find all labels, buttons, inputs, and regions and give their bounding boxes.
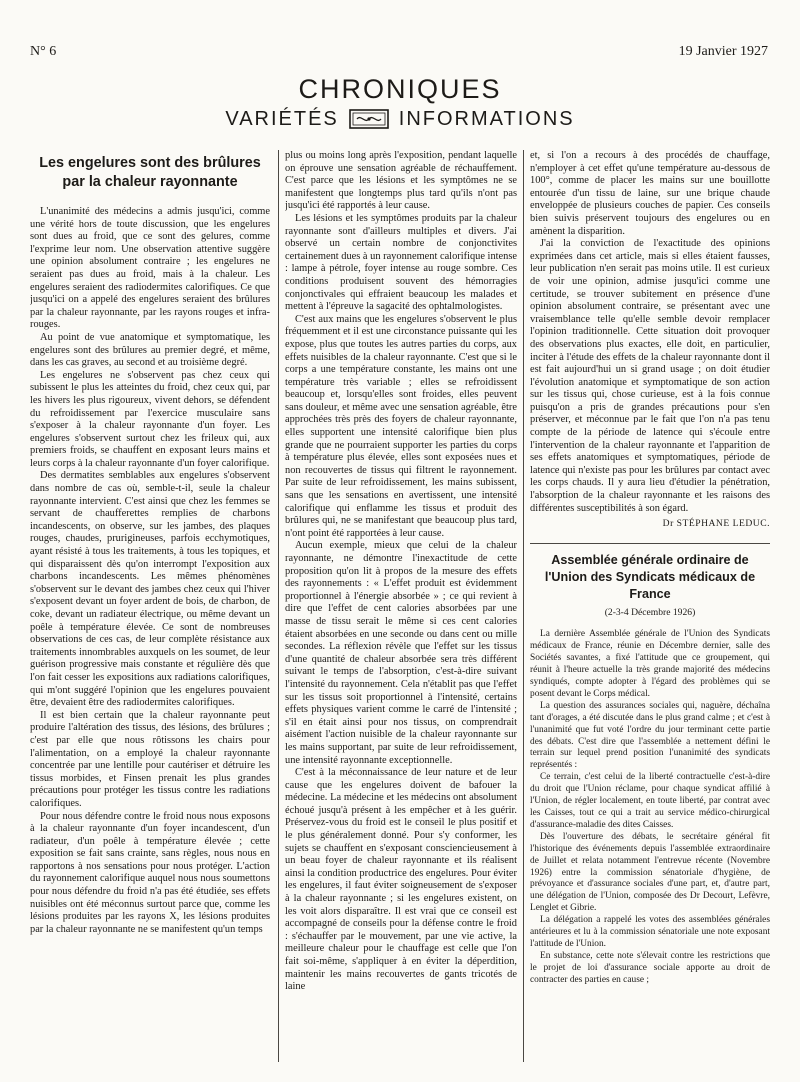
paragraph: Aucun exemple, mieux que celui de la chaleur rayonnante, ne démontre l'inexactitude de cette proposition qu'on lit à propos de la mesure des effets des rayonnements : « L'effet produit est évidemment proportionnel à l'énergie absorbée » ; ce qui revient à dire que l'effet de cent calories absorbées par une masse de tissu serait le même si ces cent calories étaient absorbées en une seconde ou dans cent ou mille secondes. La réflexion révèle que l'effet sur les tissus d'une quantité de chaleur absorbée sera très différent suivant le temps de l'absorption, c'est-à-dire suivant l'intensité du rayonnement. Cela n'établit pas que l'effet sur les tissus soit proportionnel à l'intensité, certains effets physiques varient comme le carré de l'intensité ; s'il en était ainsi pour nos tissus, on comprendrait aisément l'action nuisible de la chaleur rayonnante sur les mains supportant, par suite de leur refroidissement, une intensité rayonnante exceptionnelle. [285, 540, 517, 766]
column-divider [523, 150, 524, 1062]
column-divider [278, 150, 279, 1062]
author-signature: Dr STÉPHANE LEDUC. [662, 518, 770, 530]
paragraph: C'est aux mains que les engelures s'observent le plus fréquemment et il est une circonstance puissante qui les expose, plus que toutes les autres parties du corps, aux effets nuisibles de la chaleur rayonnante. C'est que si le corps a une température constante, les mains ont une température très variable ; elles se refroidissent beaucoup et, lorsqu'elles sont froides, elles peuvent sans douleur, et même avec une sensation agréable, être approchées très près des foyers de chaleur rayonnante, elles supportent une intensité calorifique bien plus grande que ne pourraient supporter les parties du corps à température plus élevée, elles sont exposées nues et non recouvertes de tissus qui filtrent le rayonnement. Par suite de leur refroidissement, les mains subissent, sans que les sensations en avertissent, une intensité calorifique qui enflamme les tissus et produit des brûlures qui, ne se manifestant que beaucoup plus tard, n'ont point été rapportées à leur cause. [285, 313, 517, 539]
article-title-assemblee: Assemblée générale ordinaire de l'Union des Syndicats médicaux de France [544, 552, 756, 601]
paragraph: La question des assurances sociales qui, naguère, déchaîna tant d'orages, a été discutée dans le plus grand calme ; et c'est à l'unanimité que fut voté l'ordre du jour terminant cette partie des débats. C'est dire que l'assemblée a nettement défini le terrain sur lequel prend position l'unanimité des syndicats représentés : [530, 700, 770, 771]
paragraph: J'ai la conviction de l'exactitude des opinions exprimées dans cet article, mais si elles étaient fausses, leur publication n'en serait pas moins utile. Il est curieux de voir une opinion, admise jusqu'ici comme une certitude, se trouver subitement en présence d'une opinion absolument contraire, se présentant avec une vraisemblance telle qu'elle semble devoir remplacer l'opinion traditionnelle. Cette situation doit provoquer des observations plus exactes, elle doit, en particulier, inciter à l'étude des effets de la chaleur rayonnante dont il est fait aujourd'hui un si grand usage ; on doit étudier l'évolution anatomique et symptomatique de son action sur les tissus qui, chose curieuse, est à la fois connue puisqu'on a pris de grandes précautions pour s'en préserver, et méconnue par le fait que l'on n'a pas tenu compte de la période de latence qui s'écoule entre l'intervention de la chaleur rayonnante et l'apparition de ses effets anatomiques et symptomatiques, période de latence qui n'existe pas pour les brûlures par contact avec les corps chauds. Il y aura lieu d'étudier la pénétration, l'absorption de la chaleur rayonnante et les raisons des différentes susceptibilités à son égard. [530, 238, 770, 514]
masthead-subtitle [0, 106, 800, 132]
article-dates: (2-3-4 Décembre 1926) [604, 606, 696, 618]
paragraph: Dès l'ouverture des débats, le secrétaire général fit l'historique des événements depuis l'assemblée extraordinaire de Juillet et relata notamment l'entrevue récente (Novembre 1926) entre la commission sénatoriale d'hygiène, de prévoyance et d'assurance sociales d'une part, et, d'autre part, une délégation de l'Union, composée des Dr Decourt, Lefèvre, Lenglet et Gibrie. [530, 831, 770, 914]
masthead-title: CHRONIQUES [298, 74, 502, 104]
article-body-assemblee [530, 629, 770, 986]
paragraph: En substance, cette note s'élevait contre les restrictions que le projet de loi d'assurance sociale apporte au droit de contracter des parties en cause ; [530, 950, 770, 985]
column-1 [30, 150, 270, 1062]
masthead-right-word: INFORMATIONS [398, 108, 575, 130]
ornamental-cartouche-icon [349, 109, 389, 129]
column-3 [530, 150, 770, 1062]
masthead-left-word: VARIÉTÉS [225, 108, 339, 130]
issue-number: N° 6 [30, 44, 57, 59]
paragraph: La dernière Assemblée générale de l'Union des Syndicats médicaux de France, réunie en Décembre dernier, salle des Sociétés savantes, a fixé l'attitude que ce groupement, qui réunit à l'heure actuelle la très grande majorité des médecins syndiqués, compte adopter à l'égard des problèmes qui se posent devant le Corps médical. [530, 629, 770, 699]
paragraph-continued: et, si l'on a recours à des procédés de chauffage, n'employer à cet effet qu'une température au-dessous de 100°, comme de placer les mains sur une bouillotte entourée d'un tissu de laine, sur une brique chaude enveloppée de plusieurs couches de papier. Ces conseils bien suivis préservent toujours des engelures ou en amènent la disparition. [530, 150, 770, 237]
paragraph-continued: plus ou moins long après l'exposition, pendant laquelle on éprouve une sensation agréable de réchauffement. C'est parce que les lésions et les symptômes ne se manifestent que longtemps plus tard qu'ils n'ont pas jusqu'ici été rapportés à leur cause. [285, 150, 517, 212]
column-2 [285, 150, 517, 1062]
paragraph: C'est à la méconnaissance de leur nature et de leur cause que les engelures doivent de bafouer la médecine. La médecine et les médecins ont absolument échoué jusqu'à présent à les empêcher et à les guérir. Préservez-vous du froid est le conseil le plus positif et le plus généralement donné. Pour s'y conformer, les sujets se chauffent en s'exposant consciencieusement à un beau foyer de chaleur rayonnante et ils réalisent ainsi la condition productrice des engelures. Pour éviter les engelures, il faut éviter soigneusement de s'exposer à la chaleur rayonnante ; si les engelures existent, on les voit alors disparaître. Il est vrai que ce conseil est accompagné de conseils pour la défense contre le froid : s'échauffer par le mouvement, par une vie active, la meilleure chaleur pour le chauffage est celle que l'on fait soi-même, s'appliquer à en éviter la déperdition, maintenir les mains recouvertes de gants tricotés de laine [285, 767, 517, 993]
masthead [0, 74, 800, 132]
paragraph: L'unanimité des médecins a admis jusqu'ici, comme une vérité hors de toute discussion, que les engelures sont dues au froid, que ce sont des gelures, comme l'exprime leur nom. Une observation attentive suggère une opinion absolument contraire ; les engelures ne seraient pas dues au froid, mais à la chaleur. Les engelures seraient des radiodermites calorifiques. Ce que jusqu'ici on a appelé des engelures seraient des brûlures par la chaleur rayonnante, par les rayons rouges et infra-rouges. [30, 206, 270, 331]
paragraph: Les engelures ne s'observent pas chez ceux qui subissent le plus les atteintes du froid, chez ceux qui, par les hivers les plus rigoureux, vivent dehors, se défendent du refroidissement par l'exercice musculaire sans s'exposer à la chaleur rayonnante d'un foyer. Les engelures s'observent surtout chez les frileux qui, aux premiers froids, se chauffent en exposant leurs mains et leurs corps à la chaleur rayonnante d'un foyer calorifique. [30, 369, 270, 469]
paragraph: Les lésions et les symptômes produits par la chaleur rayonnante sont d'ailleurs multiples et divers. J'ai observé un certain nombre de conjonctivites certainement dues à un rayonnement calorifique intense : lampe à pétrole, foyer intense au rouge sombre. Ces conditions produisent souvent des hémorragies conjonctivales qui effraient beaucoup les malades et mettent à l'épreuve la sagacité des ophtalmologistes. [285, 212, 517, 313]
paragraph: Des dermatites semblables aux engelures s'observent dans nombre de cas où, semble-t-il, seule la chaleur rayonnante intervient. C'est ainsi que chez les femmes se servant de chaufferettes remplies de charbons incandescents, on observe, sur les jambes, des plaques rouges, chaudes, prurigineuses, parfois ecchymotiques, ayant résisté à tous les traitements, à tous les topiques, et qui disparaissent dès qu'on interrompt l'exposition aux charbons incandescents. Les mêmes phénomènes s'observent sur le devant des jambes chez ceux qui l'hiver s'exposent devant un foyer ardent de bois, de charbon, de coke, devant un radiateur électrique, ou même devant un poêle à température élevée. Ce sont de nombreuses observations de ces cas, de leur complète résistance aux traitements innombrables auxquels on les soumet, de leur guérison progressive mais constante et régulière dès que l'on fait cesser les expositions aux radiations calorifiques, qui m'ont suggéré l'opinion que les engelures pouvaient être, devaient être des radiodermites calorifiques. [30, 470, 270, 709]
paragraph: Au point de vue anatomique et symptomatique, les engelures sont des brûlures au premier degré, et même, dans les cas graves, au second et au troisième degré. [30, 331, 270, 369]
article-separator [530, 543, 770, 544]
paragraph: Il est bien certain que la chaleur rayonnante peut produire l'altération des tissus, des lésions, des brûlures ; c'est par elle que nous rôtissons les chairs pour l'alimentation, on a employé la chaleur rayonnante concentrée par une lentille pour cautériser et détruire les tissus morbides, et Finsen prenait les plus grandes précautions pour protéger les tissus contre les radiations calorifiques. [30, 709, 270, 809]
issue-date: 19 Janvier 1927 [678, 44, 768, 59]
article-title-engelures: Les engelures sont des brûlures par la chaleur rayonnante [39, 155, 261, 190]
paragraph: La délégation a rappelé les votes des assemblées générales antérieures et lu à la commission sénatoriale une note exposant l'attitude de l'Union. [530, 915, 770, 949]
paragraph: Pour nous défendre contre le froid nous nous exposons à la chaleur rayonnante d'un foyer incandescent, d'un radiateur, d'un poêle à température élevée ; cette exposition se fait sans crainte, sans règles, nous nous en rapportons à nos sensations pour nous protéger. L'action du rayonnement calorifique auquel nous nous soumettons pour nous défendre du froid n'a pas été étudiée, ses effets nuisibles ont été méconnus surtout parce que, comme les lésions produites par les rayons X, les lésions produites par la chaleur rayonnante ne se manifestent qu'un temps [30, 810, 270, 935]
paragraph: Ce terrain, c'est celui de la liberté contractuelle c'est-à-dire du droit que l'Union réclame, pour chaque syndicat affilié à l'Union, de régler localement, en toute liberté, par contrat avec les Caisses, tout ce qui a trait au service médico-chirurgical d'assurance-maladie des dites Caisses. [530, 772, 770, 830]
